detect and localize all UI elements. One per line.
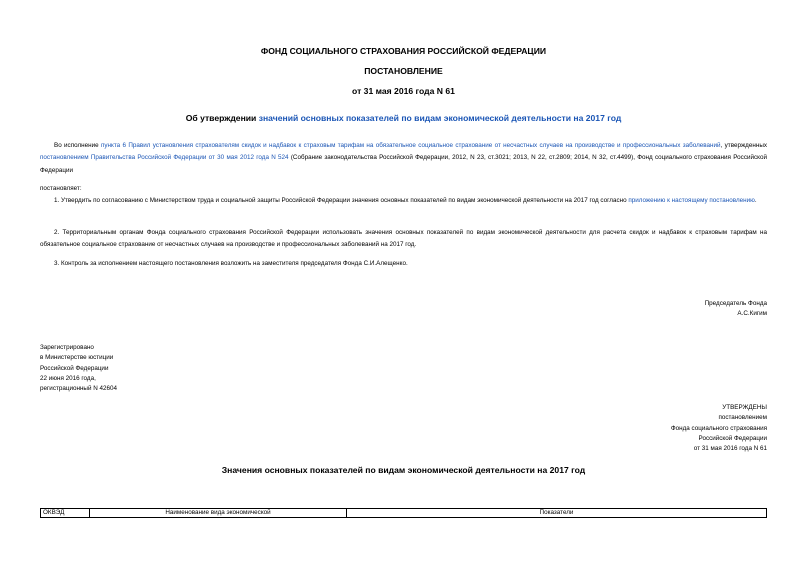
- resolves-text: постановляет:: [40, 185, 82, 192]
- table-header-row: [41, 509, 767, 518]
- item-1-text: 1. Утвердить по согласованию с Министерством труда и социальной защиты Российской Федерации значения основных показателей по видам экономической деятельности на 2017 год согласно: [54, 197, 629, 204]
- registration-line-2: в Министерстве юстиции: [40, 354, 114, 362]
- table-header-activity-name: Наименование вида экономической: [90, 509, 347, 518]
- registration-line-5: регистрационный N 42604: [40, 385, 118, 393]
- appendix-link[interactable]: приложению к настоящему постановлению: [628, 197, 755, 204]
- preamble-part2: , утвержденных: [720, 142, 767, 149]
- signature-name: А.С.Кигим: [737, 310, 767, 318]
- approved-line-1: УТВЕРЖДЕНЫ: [722, 404, 767, 411]
- indicators-table: [40, 508, 767, 518]
- item-1: [40, 195, 767, 207]
- item-2: 2. Территориальным органам Фонда социального страхования Российской Федерации использовать значения основных показателей по видам экономической деятельности для расчета скидок и надбавок к страховым тарифам на обязательное социальное страхование от несчастных случаев на производстве и профессиональных заболеваний на 2017 год.: [40, 229, 767, 249]
- preamble-part1: Во исполнение: [54, 142, 101, 149]
- signature-block: [705, 299, 767, 320]
- doc-date-number: от 31 мая 2016 года N 61: [352, 86, 455, 96]
- approved-block: [671, 403, 767, 454]
- approved-line-4: Российской Федерации: [698, 434, 767, 442]
- approved-line-2: постановлением: [718, 414, 767, 422]
- approved-line-3: Фонда социального страхования: [670, 424, 767, 432]
- item-3: 3. Контроль за исполнением настоящего постановления возложить на заместителя председателя Фонда С.И.Алещенко.: [54, 260, 408, 267]
- approved-line-5: от 31 мая 2016 года N 61: [693, 445, 767, 453]
- preamble-paragraph: [40, 140, 767, 177]
- rules-link[interactable]: пункта 6 Правил установления страхователям скидок и надбавок к страховым тарифам на обязательное социальное страхование от несчастных случаев на производстве и профессиональных заболеваний: [100, 142, 721, 149]
- doc-title-link[interactable]: значений основных показателей по видам экономической деятельности на 2017 год: [258, 113, 622, 123]
- appendix-title: Значения основных показателей по видам экономической деятельности на 2017 год: [221, 465, 586, 475]
- registration-line-3: Российской Федерации: [40, 364, 109, 372]
- org-name: ФОНД СОЦИАЛЬНОГО СТРАХОВАНИЯ РОССИЙСКОЙ ФЕДЕРАЦИИ: [260, 46, 547, 56]
- preamble-part3: (Собрание законодательства Российской Федерации, 2012, N 23, ст.3021; 2013, N 22, ст.2809; 2014, N 32, ст.4499), Фонд социального страхования Российской Федерации: [40, 154, 767, 174]
- table-header-okved: ОКВЭД: [41, 509, 90, 518]
- registration-line-1: Зарегистрировано: [40, 344, 94, 351]
- doc-title-prefix: Об утверждении: [185, 113, 259, 123]
- government-decree-link[interactable]: постановлением Правительства Российской Федерации от 30 мая 2012 года N 524: [40, 154, 289, 162]
- item-1-end: .: [754, 197, 757, 204]
- registration-line-4: 22 июня 2016 года,: [40, 374, 96, 382]
- signature-position: Председатель Фонда: [704, 300, 767, 307]
- table-header-indicators: Показатели: [347, 509, 767, 518]
- doc-type: ПОСТАНОВЛЕНИЕ: [364, 66, 443, 76]
- registration-block: [40, 343, 117, 394]
- doc-title: [0, 113, 807, 123]
